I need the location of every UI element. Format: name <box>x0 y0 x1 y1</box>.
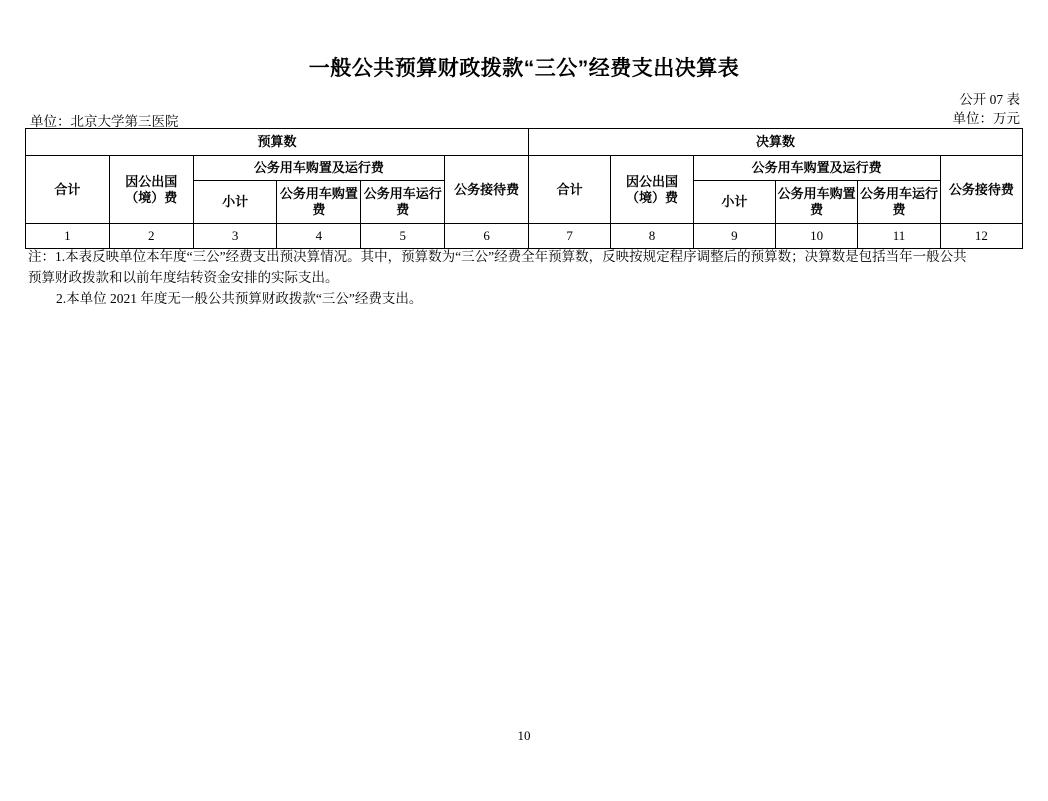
col-number-8: 8 <box>611 224 693 249</box>
col-budget-overseas: 因公出国（境）费 <box>109 156 193 224</box>
money-unit: 单位：万元 <box>952 111 1020 126</box>
table-notes <box>28 246 1024 309</box>
col-number-11: 11 <box>858 224 940 249</box>
col-budget-reception: 公务接待费 <box>445 156 529 224</box>
page-number: 10 <box>517 728 531 743</box>
note-line-3: 2.本单位 2021 年度无一般公共预算财政拨款“三公”经费支出。 <box>56 291 423 306</box>
page-title: 一般公共预算财政拨款“三公”经费支出决算表 <box>308 57 740 80</box>
col-number-4: 4 <box>277 224 361 249</box>
document-meta-right <box>953 90 1021 128</box>
col-final-vehicle-group: 公务用车购置及运行费 <box>693 156 940 181</box>
table-column-number-row <box>26 224 1023 249</box>
col-budget-vehicle-subtotal: 小计 <box>193 181 277 224</box>
col-budget-vehicle-group: 公务用车购置及运行费 <box>193 156 444 181</box>
col-number-12: 12 <box>940 224 1022 249</box>
col-number-2: 2 <box>109 224 193 249</box>
col-final-vehicle-purchase: 公务用车购置费 <box>775 181 857 224</box>
col-budget-total: 合计 <box>26 156 110 224</box>
col-final-overseas: 因公出国（境）费 <box>611 156 693 224</box>
unit-name: 单位：北京大学第三医院 <box>30 114 179 129</box>
note-line-1: 注：1.本表反映单位本年度“三公”经费支出预决算情况。其中，预算数为“三公”经费全年预算数，反映按规定程序调整后的预算数；决算数是包括当年一般公共 <box>28 249 967 264</box>
table-group-header-row <box>26 129 1023 156</box>
col-number-10: 10 <box>775 224 857 249</box>
col-budget-vehicle-purchase: 公务用车购置费 <box>277 181 361 224</box>
col-final-vehicle-subtotal: 小计 <box>693 181 775 224</box>
group-header-budget: 预算数 <box>26 129 529 156</box>
col-final-reception: 公务接待费 <box>940 156 1022 224</box>
col-final-vehicle-operation: 公务用车运行费 <box>858 181 940 224</box>
form-code: 公开 07 表 <box>959 92 1020 107</box>
col-final-total: 合计 <box>529 156 611 224</box>
col-number-3: 3 <box>193 224 277 249</box>
col-number-9: 9 <box>693 224 775 249</box>
col-number-1: 1 <box>26 224 110 249</box>
col-budget-vehicle-operation: 公务用车运行费 <box>361 181 445 224</box>
table-header-row-2 <box>26 156 1023 181</box>
note-line-2: 预算财政拨款和以前年度结转资金安排的实际支出。 <box>28 270 339 285</box>
col-number-5: 5 <box>361 224 445 249</box>
col-number-7: 7 <box>529 224 611 249</box>
group-header-final: 决算数 <box>529 129 1023 156</box>
col-number-6: 6 <box>445 224 529 249</box>
three-public-expenditure-table <box>25 128 1023 249</box>
